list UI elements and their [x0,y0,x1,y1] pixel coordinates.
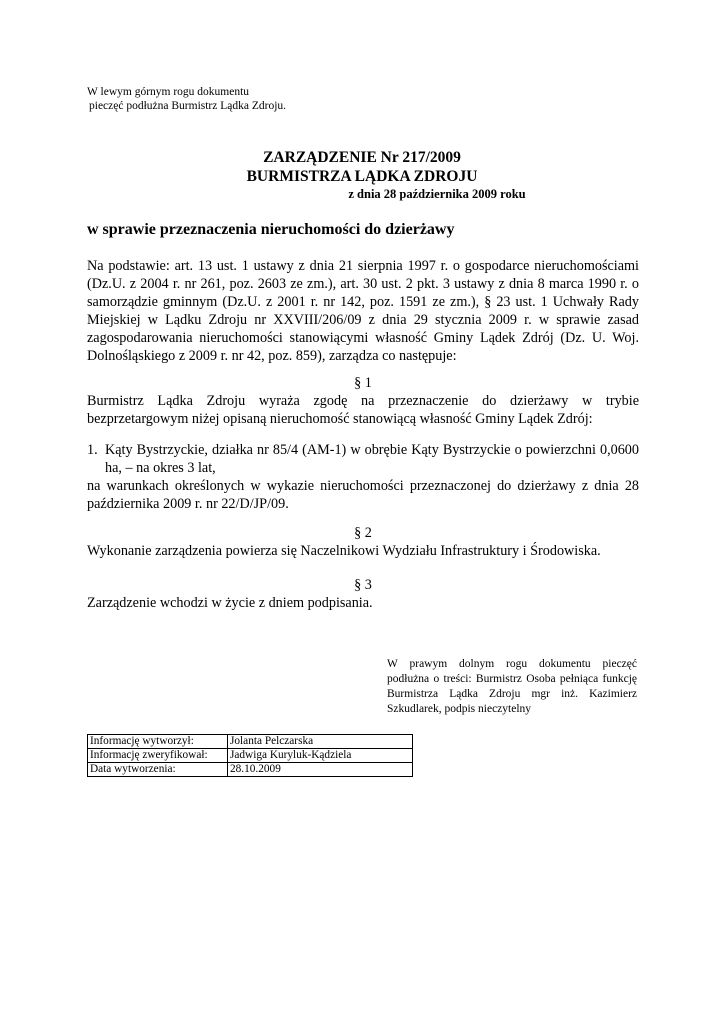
top-left-stamp-note [87,85,286,113]
section-2-mark: § 2 [354,525,372,541]
title-date: z dnia 28 października 2009 roku [348,187,526,201]
section-1-conditions: na warunkach określonych w wykazie nieruchomości przeznaczonej do dzierżawy z dnia 28 października 2009 r. nr 22/D/JP/09. [87,478,639,512]
bottom-right-stamp-note: W prawym dolnym rogu dokumentu pieczęć podłużna o treści: Burmistrz Osoba pełniąca funkcję Burmistrza Lądka Zdroju mgr inż. Kazimierz Szkudlarek, podpis nieczytelny [387,658,637,715]
info-table [87,734,413,777]
section-3-mark: § 3 [354,577,372,593]
info-value: 28.10.2009 [228,763,413,777]
info-label: Data wytworzenia: [88,763,228,777]
table-row [88,749,413,763]
property-list-item [87,441,639,477]
document-subject: w sprawie przeznaczenia nieruchomości do dzierżawy [87,221,455,238]
top-note-line-2: pieczęć podłużna Burmistrz Lądka Zdroju. [89,100,287,112]
top-note-line-1: W lewym górnym rogu dokumentu [87,86,250,98]
preamble-paragraph: Na podstawie: art. 13 ust. 1 ustawy z dnia 21 sierpnia 1997 r. o gospodarce nieruchomościami (Dz.U. z 2004 r. nr 261, poz. 2603 ze zm.), art. 30 ust. 2 pkt. 3 ustawy z dnia 8 marca 1990 r. o samorządzie gminnym (Dz.U. z 2001 r. nr 142, poz. 1591 ze zm.), § 23 ust. 1 Uchwały Rady Miejskiej w Lądku Zdroju nr XXVIII/206/09 z dnia 29 stycznia 2009 r. w sprawie zasad zagospodarowania nieruchomości stanowiącymi własność Gminy Lądek Zdrój (Dz. U. Woj. Dolnośląskiego z 2009 r. nr 42, poz. 859), zarządza co następuje: [87,258,639,364]
list-item-number: 1. [87,442,98,458]
list-item-text: Kąty Bystrzyckie, działka nr 85/4 (AM-1) w obrębie Kąty Bystrzyckie o powierzchni 0,0600 ha, – na okres 3 lat, [105,442,639,476]
title-line-2: BURMISTRZA LĄDKA ZDROJU [246,168,478,185]
section-2-text: Wykonanie zarządzenia powierza się Naczelnikowi Wydziału Infrastruktury i Środowiska. [87,543,601,559]
info-label: Informację zweryfikował: [88,749,228,763]
section-1-mark: § 1 [354,375,372,391]
info-value: Jolanta Pelczarska [228,735,413,749]
document-title [87,148,637,202]
info-label: Informację wytworzył: [88,735,228,749]
info-value: Jadwiga Kuryluk-Kądziela [228,749,413,763]
table-row [88,735,413,749]
section-3-text: Zarządzenie wchodzi w życie z dniem podpisania. [87,595,373,611]
title-line-1: ZARZĄDZENIE Nr 217/2009 [263,149,461,166]
section-1-text: Burmistrz Lądka Zdroju wyraża zgodę na przeznaczenie do dzierżawy w trybie bezprzetargowym niżej opisaną nieruchomość stanowiącą własność Gminy Lądek Zdrój: [87,393,639,427]
table-row [88,763,413,777]
